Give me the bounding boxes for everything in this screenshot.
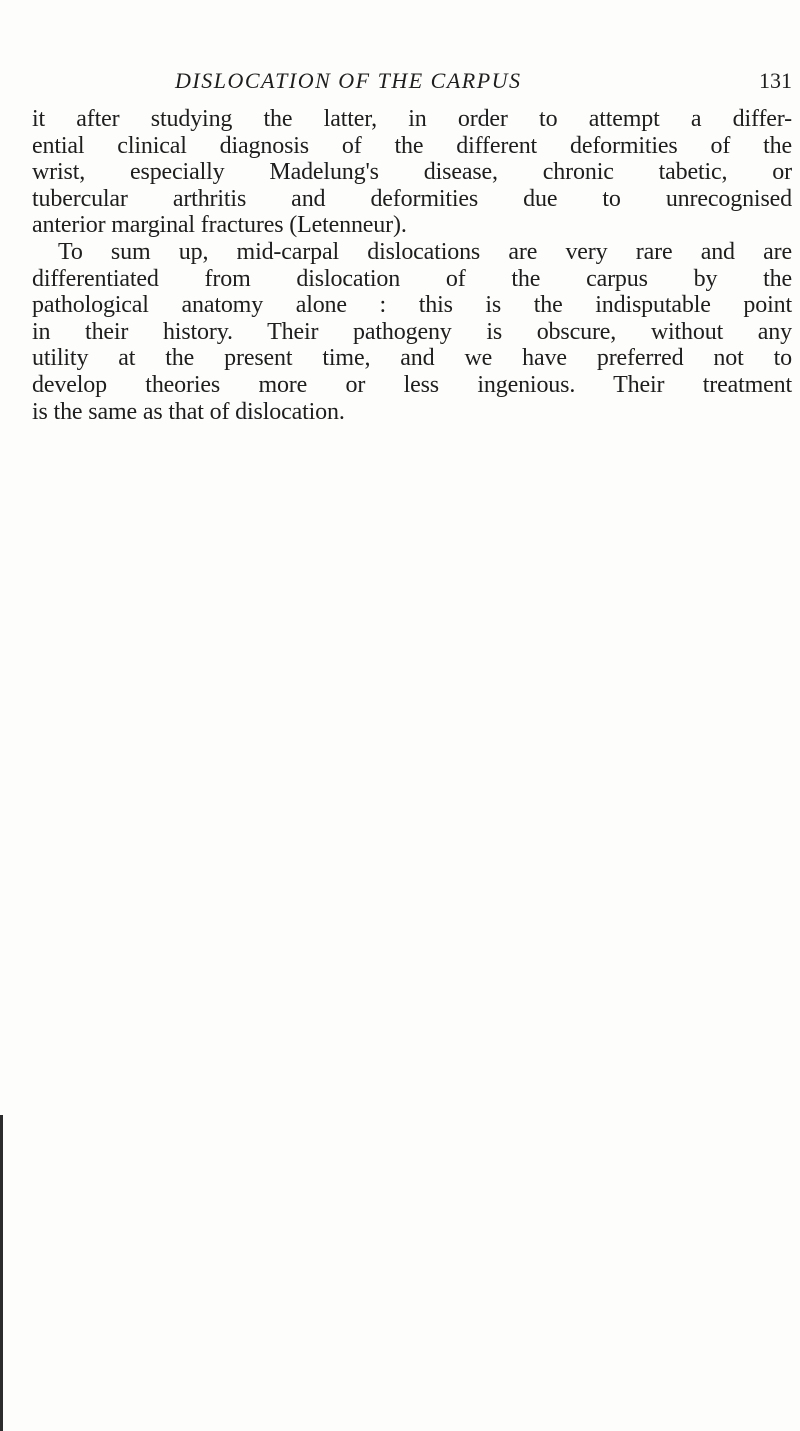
running-head [175, 64, 792, 98]
body-text [32, 106, 792, 425]
running-title: DISLOCATION OF THE CARPUS [175, 68, 522, 93]
text-line: utility at the present time, and we have preferred not to [32, 345, 792, 372]
text-line: tubercular arthritis and deformities due to unrecognised [32, 185, 792, 212]
page-number: 131 [759, 68, 792, 93]
text-line: ential clinical diagnosis of the different deformities of the [32, 132, 792, 159]
text-line: it after studying the latter, in order to attempt a differ- [32, 106, 792, 132]
text-line: pathological anatomy alone : this is the indisputable point [32, 292, 792, 319]
text-line: To sum up, mid-carpal dislocations are very rare and are [58, 238, 792, 265]
text-line: anterior marginal fractures (Letenneur). [32, 212, 407, 239]
text-line: in their history. Their pathogeny is obscure, without any [32, 318, 792, 345]
paragraph-summary [32, 239, 792, 425]
page-edge-line [0, 1115, 3, 1431]
text-line: develop theories more or less ingenious. Their treatment [32, 371, 792, 398]
paragraph-continuation [32, 106, 792, 239]
text-line: is the same as that of dislocation. [32, 398, 345, 425]
text-line: differentiated from dislocation of the carpus by the [32, 265, 792, 292]
text-line: wrist, especially Madelung's disease, chronic tabetic, or [32, 159, 792, 186]
